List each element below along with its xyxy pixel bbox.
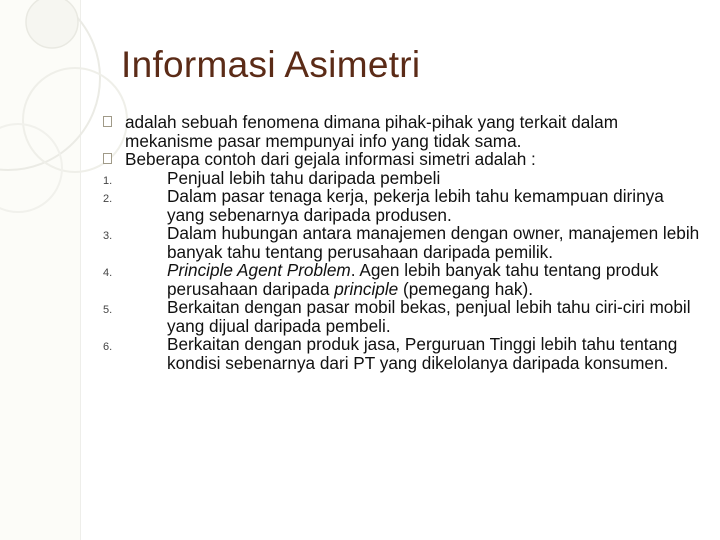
numbered-item [103,224,703,261]
square-bullet-icon [103,116,112,127]
bullet-item [103,113,703,150]
slide-title: Informasi Asimetri [121,44,421,85]
bullet-text: Beberapa contoh dari gejala informasi simetri adalah : [125,149,536,169]
numbered-item [103,261,703,298]
item-number: 6. [103,341,113,353]
item-text [167,260,658,299]
item-text: Berkaitan dengan produk jasa, Perguruan Tinggi lebih tahu tentang kondisi sebenarnya dari PT yang dikelolanya daripada konsumen. [167,334,678,373]
numbered-item [103,187,703,224]
deco-circle-filled [26,0,78,48]
numbered-item [103,169,703,188]
item-number: 5. [103,304,113,316]
bullet-item [103,150,703,169]
item-text: Penjual lebih tahu daripada pembeli [167,167,441,188]
item-number: 2. [103,193,113,205]
item-number: 4. [103,267,113,279]
slide-content [103,113,703,372]
square-bullet-icon [103,153,112,164]
numbered-item [103,298,703,335]
item-text: Dalam pasar tenaga kerja, pekerja lebih tahu kemampuan dirinya yang sebenarnya daripada produsen. [167,186,664,225]
item-text-italic: Principle Agent Problem [167,260,351,280]
item-number: 1. [103,174,113,187]
item-number: 3. [103,230,113,242]
item-text: Berkaitan dengan pasar mobil bekas, penjual lebih tahu ciri-ciri mobil yang dijual daripada pembeli. [167,297,691,336]
item-text-italic: principle [334,278,399,299]
numbered-item [103,335,703,372]
bullet-text: adalah sebuah fenomena dimana pihak-pihak yang terkait dalam mekanisme pasar mempunyai info yang tidak sama. [125,112,619,151]
item-text: Dalam hubungan antara manajemen dengan owner, manajemen lebih banyak tahu tentang perusahaan daripada pemilik. [167,223,700,262]
item-text-segment: . Agen lebih banyak tahu tentang produk perusahaan daripada [167,260,659,299]
item-text-segment: (pemegang hak). [398,278,533,299]
